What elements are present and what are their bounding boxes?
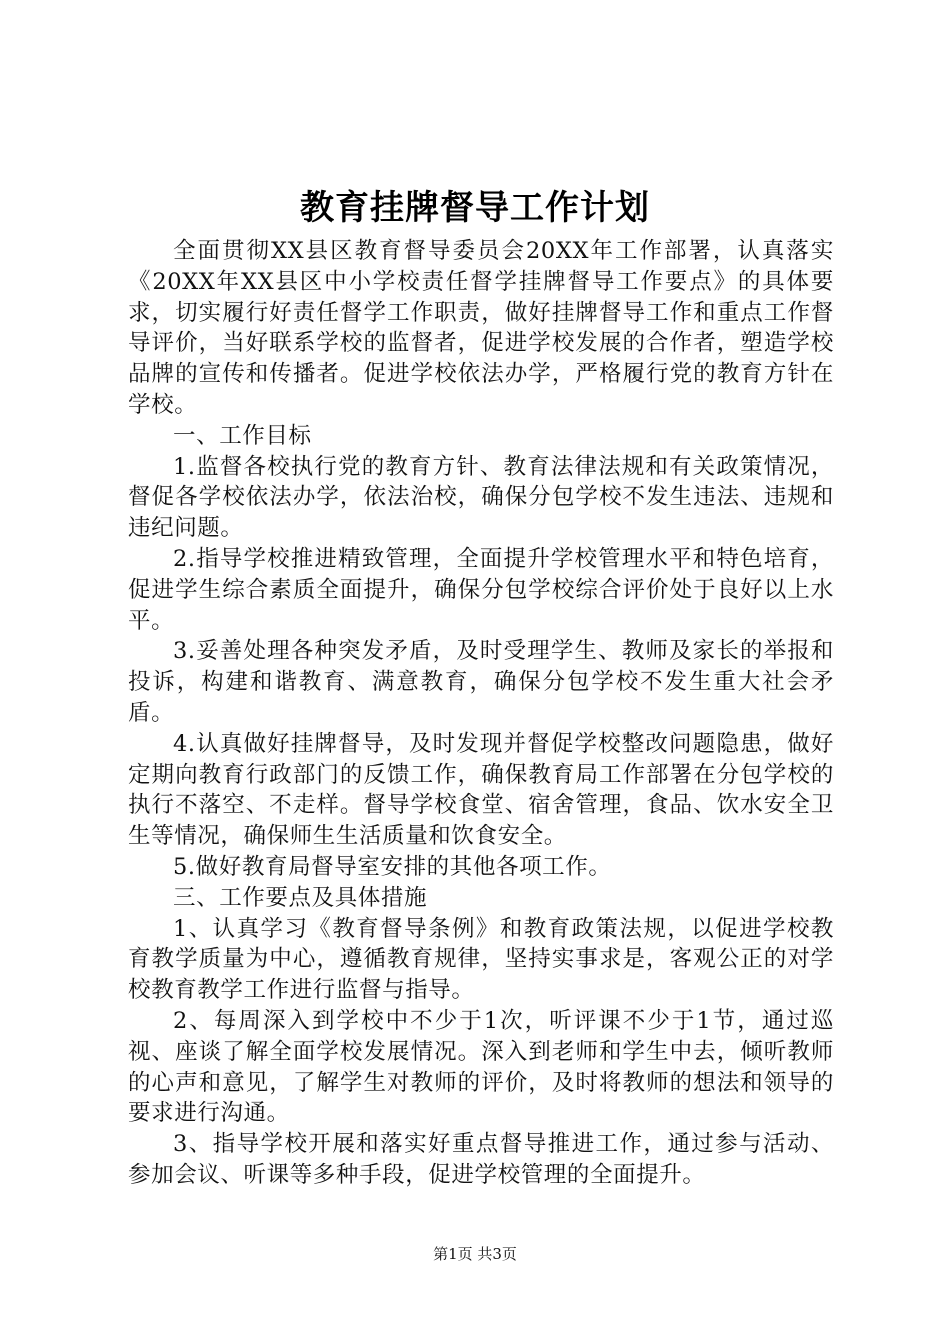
goal-item-1: 1.监督各校执行党的教育方针、教育法律法规和有关政策情况，督促各学校依法办学，依法治校，确保分包学校不发生违法、违规和违纪问题。 xyxy=(128,453,834,542)
document-title: 教育挂牌督导工作计划 xyxy=(300,188,650,228)
measure-item-1: 1、认真学习《教育督导条例》和教育政策法规，以促进学校教育教学质量为中心，遵循教育规律，坚持实事求是，客观公正的对学校教育教学工作进行监督与指导。 xyxy=(128,915,834,1004)
goal-item-2: 2.指导学校推进精致管理，全面提升学校管理水平和特色培育，促进学生综合素质全面提升，确保分包学校综合评价处于良好以上水平。 xyxy=(128,545,834,634)
goal-item-5: 5.做好教育局督导室安排的其他各项工作。 xyxy=(173,853,612,880)
measure-item-2: 2、每周深入到学校中不少于1次，听评课不少于1节，通过巡视、座谈了解全面学校发展情况。深入到老师和学生中去，倾听教师的心声和意见，了解学生对教师的评价，及时将教师的想法和领导的要求进行沟通。 xyxy=(128,1007,834,1127)
page-number-footer: 第1页 共3页 xyxy=(433,1245,517,1263)
document-body xyxy=(128,236,834,1191)
intro-paragraph: 全面贯彻XX县区教育督导委员会20XX年工作部署，认真落实《20XX年XX县区中小学校责任督学挂牌督导工作要点》的具体要求，切实履行好责任督学工作职责，做好挂牌督导工作和重点工作督导评价，当好联系学校的监督者，促进学校发展的合作者，塑造学校品牌的宣传和传播者。促进学校依法办学，严格履行党的教育方针在学校。 xyxy=(128,238,834,418)
goal-item-3: 3.妥善处理各种突发矛盾，及时受理学生、教师及家长的举报和投诉，构建和谐教育、满意教育，确保分包学校不发生重大社会矛盾。 xyxy=(128,638,834,726)
section-heading-goals: 一、工作目标 xyxy=(173,422,312,449)
section-heading-measures: 三、工作要点及具体措施 xyxy=(173,884,428,911)
goal-item-4: 4.认真做好挂牌督导，及时发现并督促学校整改问题隐患，做好定期向教育行政部门的反馈工作，确保教育局工作部署在分包学校的执行不落空、不走样。督导学校食堂、宿舍管理，食品、饮水安全卫生等情况，确保师生生活质量和饮食安全。 xyxy=(128,730,834,850)
measure-item-3: 3、指导学校开展和落实好重点督导推进工作，通过参与活动、参加会议、听课等多种手段，促进学校管理的全面提升。 xyxy=(128,1131,834,1188)
